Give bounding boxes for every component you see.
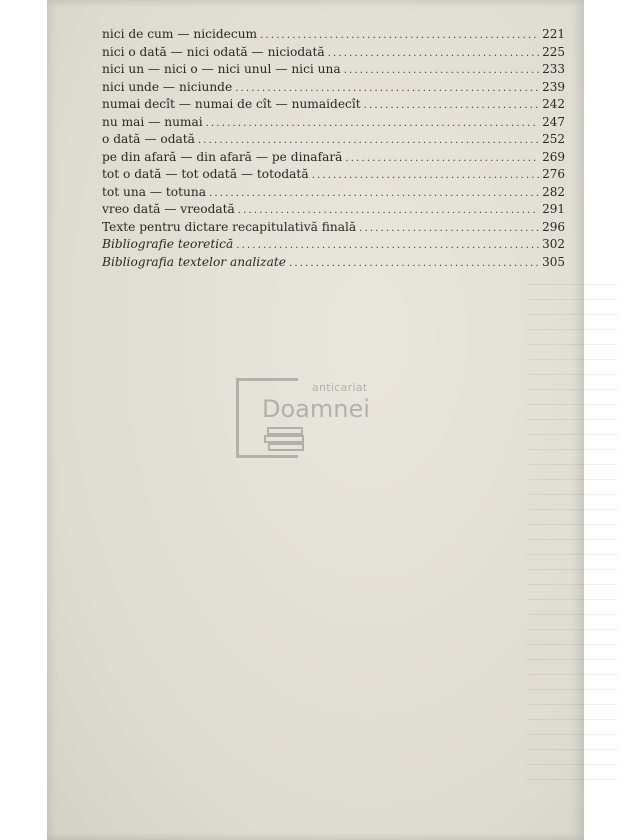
- toc-entry: [102, 220, 565, 238]
- toc-entry-title: Bibliografia textelor analizate: [102, 254, 286, 269]
- toc-entry: [102, 115, 565, 133]
- show-through-text: [527, 270, 617, 790]
- toc-entry-page: 242: [542, 97, 565, 111]
- table-of-contents: [102, 27, 565, 272]
- toc-entry-page: 291: [542, 202, 565, 216]
- toc-entry-title: nici unde — niciunde: [102, 79, 233, 94]
- toc-entry: [102, 80, 565, 98]
- watermark-small-text: anticariat: [312, 381, 368, 394]
- dot-leader: [344, 65, 539, 76]
- toc-entry-title: nici un — nici o — nici unul — nici una: [102, 62, 341, 76]
- toc-entry: [102, 255, 565, 273]
- toc-entry-title: Bibliografie teoretică: [102, 237, 234, 251]
- dot-leader: [359, 223, 539, 234]
- dot-leader: [236, 240, 539, 251]
- toc-entry: [102, 185, 565, 203]
- toc-entry-title: tot una — totuna: [102, 184, 207, 199]
- toc-entry-page: 247: [542, 114, 565, 129]
- toc-entry-page: 276: [542, 167, 565, 181]
- dot-leader: [312, 170, 539, 181]
- dot-leader: [289, 258, 539, 269]
- watermark-logo: [236, 378, 396, 458]
- books-icon: [264, 426, 308, 452]
- toc-entry-title: vreo dată — vreodată: [102, 202, 235, 216]
- dot-leader: [238, 205, 539, 216]
- dot-leader: [345, 153, 539, 164]
- toc-entry-page: 252: [542, 132, 565, 146]
- toc-entry-page: 221: [542, 27, 565, 41]
- toc-entry: [102, 167, 565, 185]
- toc-entry: [102, 27, 565, 45]
- toc-entry-title: numai decît — numai de cît — numaidecît: [102, 97, 361, 111]
- toc-entry: [102, 237, 565, 255]
- toc-entry-title: o dată — odată: [102, 132, 195, 146]
- dot-leader: [198, 135, 539, 146]
- toc-entry-page: 296: [542, 219, 565, 234]
- dot-leader: [328, 48, 539, 59]
- toc-entry: [102, 45, 565, 63]
- toc-entry: [102, 150, 565, 168]
- dot-leader: [260, 30, 539, 41]
- toc-entry: [102, 202, 565, 220]
- toc-entry-title: pe din afară — din afară — pe dinafară: [102, 149, 343, 164]
- dot-leader: [364, 100, 539, 111]
- toc-entry-page: 282: [542, 184, 565, 199]
- toc-entry: [102, 62, 565, 80]
- toc-entry-title: nici de cum — nicidecum: [102, 27, 258, 41]
- toc-entry-title: nu mai — numai: [102, 114, 203, 129]
- toc-entry-title: Texte pentru dictare recapitulativă finală: [102, 219, 357, 234]
- dot-leader: [209, 188, 539, 199]
- toc-entry-page: 233: [542, 62, 565, 76]
- toc-entry-page: 239: [542, 79, 565, 94]
- toc-entry: [102, 97, 565, 115]
- toc-entry-page: 302: [542, 237, 565, 251]
- toc-entry-page: 269: [542, 149, 565, 164]
- dot-leader: [235, 83, 539, 94]
- toc-entry-title: nici o dată — nici odată — niciodată: [102, 44, 325, 59]
- toc-entry-title: tot o dată — tot odată — totodată: [102, 167, 309, 181]
- toc-entry-page: 225: [542, 44, 565, 59]
- toc-entry: [102, 132, 565, 150]
- dot-leader: [206, 118, 539, 129]
- watermark-big-text: Doamnei: [262, 395, 370, 423]
- toc-entry-page: 305: [542, 254, 565, 269]
